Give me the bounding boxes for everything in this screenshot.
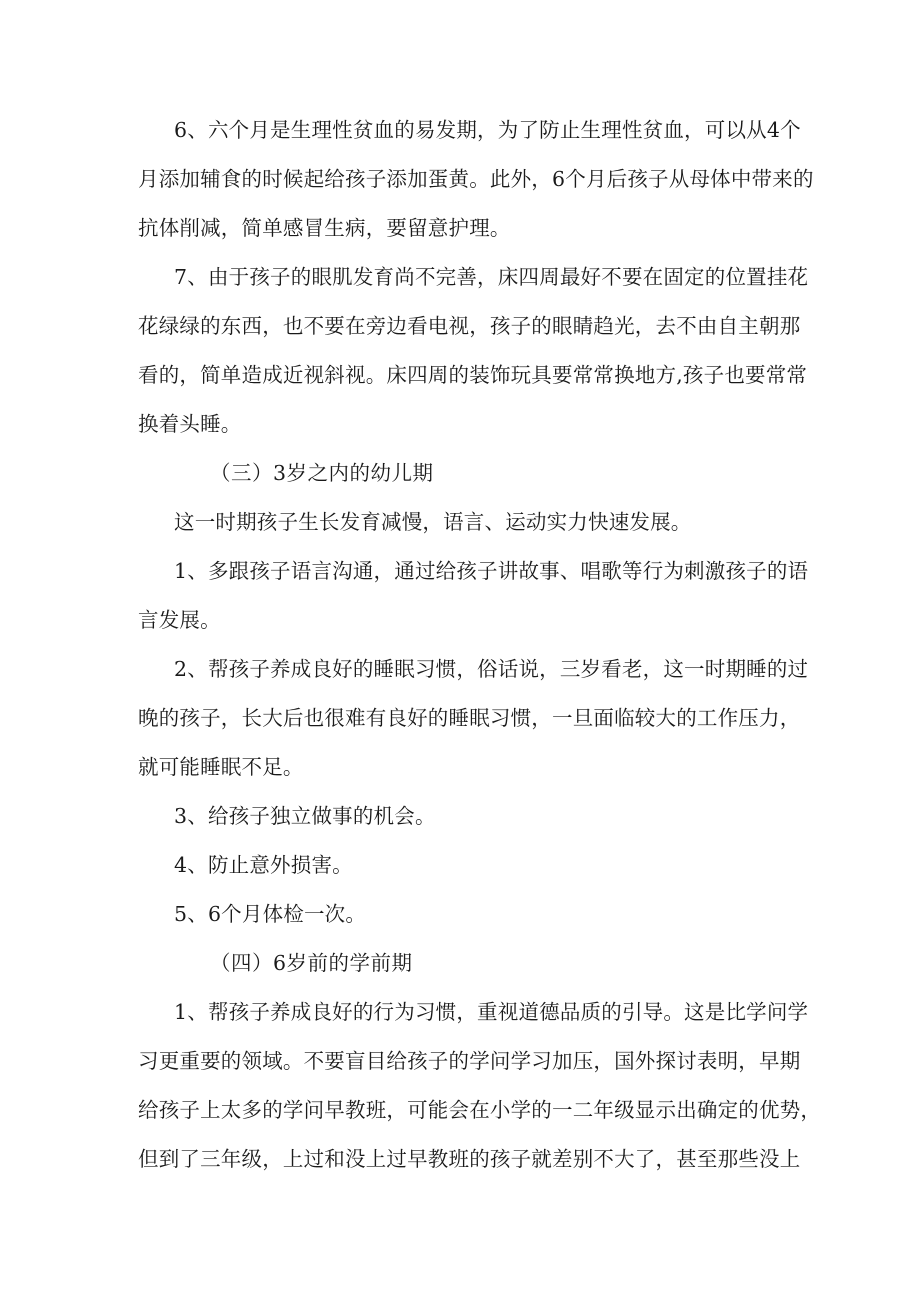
text-line: 花绿绿的东西，也不要在旁边看电视，孩子的眼睛趋光，去不由自主朝那 <box>138 314 801 338</box>
text-line: 5、6个月体检一次。 <box>174 902 367 926</box>
text-line: 1、帮孩子养成良好的行为习惯，重视道德品质的引导。这是比学问学 <box>174 1000 809 1024</box>
text-line: 这一时期孩子生长发育减慢，语言、运动实力快速发展。 <box>174 510 692 534</box>
section-heading: （四）6岁前的学前期 <box>210 951 413 975</box>
text-line: 3、给孩子独立做事的机会。 <box>174 804 436 828</box>
text-line: 1、多跟孩子语言沟通，通过给孩子讲故事、唱歌等行为刺激孩子的语 <box>174 559 809 583</box>
text-line: 给孩子上太多的学问早教班，可能会在小学的一二年级显示出确定的优势， <box>138 1098 822 1122</box>
text-line: 抗体削减，简单感冒生病，要留意护理。 <box>138 216 511 240</box>
text-line: 4、防止意外损害。 <box>174 853 353 877</box>
text-line: 言发展。 <box>138 608 221 632</box>
section-heading: （三）3岁之内的幼儿期 <box>210 461 434 485</box>
text-line: 习更重要的领域。不要盲目给孩子的学问学习加压，国外探讨表明，早期 <box>138 1049 801 1073</box>
text-line: 看的，简单造成近视斜视。床四周的装饰玩具要常常换地方,孩子也要常常 <box>138 363 808 387</box>
text-line: 7、由于孩子的眼肌发育尚不完善，床四周最好不要在固定的位置挂花 <box>174 265 809 289</box>
text-line: 月添加辅食的时候起给孩子添加蛋黄。此外，6个月后孩子从母体中带来的 <box>138 167 814 191</box>
text-line: 换着头睡。 <box>138 412 242 436</box>
text-line: 晚的孩子，长大后也很难有良好的睡眠习惯，一旦面临较大的工作压力， <box>138 706 801 730</box>
text-line: 但到了三年级，上过和没上过早教班的孩子就差别不大了，甚至那些没上 <box>138 1147 801 1171</box>
text-line: 2、帮孩子养成良好的睡眠习惯，俗话说，三岁看老，这一时期睡的过 <box>174 657 809 681</box>
text-line: 6、六个月是生理性贫血的易发期，为了防止生理性贫血，可以从4个 <box>174 118 801 142</box>
text-line: 就可能睡眠不足。 <box>138 755 304 779</box>
